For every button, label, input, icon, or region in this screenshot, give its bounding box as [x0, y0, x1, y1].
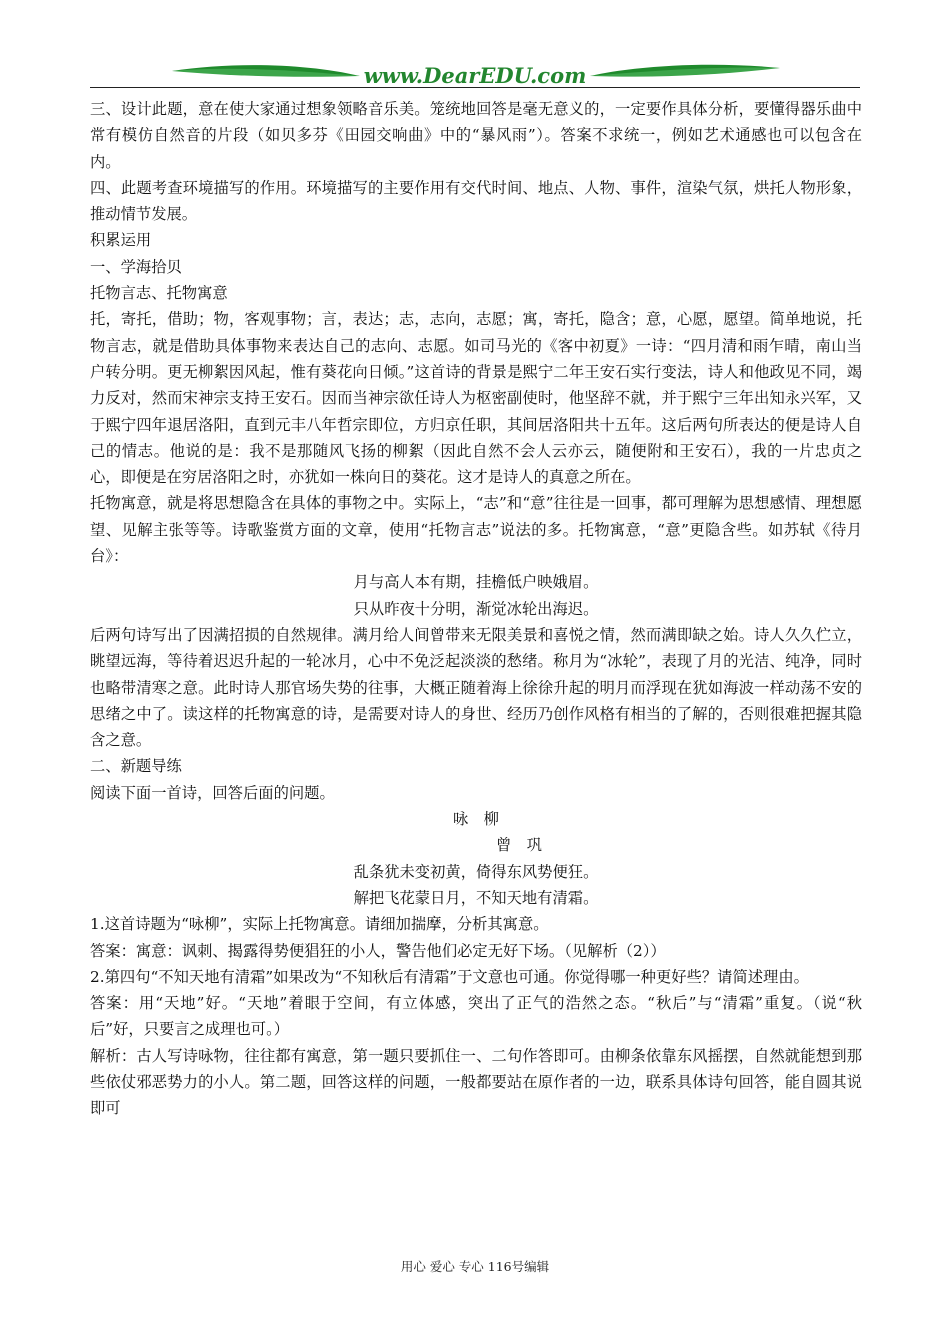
- reading-instruction: 阅读下面一首诗，回答后面的问题。: [90, 783, 335, 802]
- poem1-line-2: 只从昨夜十分明，渐觉冰轮出海迟。: [353, 599, 599, 618]
- topic-heading: 托物言志、托物寓意: [90, 284, 228, 303]
- question-1: 1.这首诗题为“咏柳”，实际上托物寓意。请细加揣摩，分析其寓意。: [90, 915, 549, 934]
- poem2-title: 咏 柳: [453, 810, 499, 829]
- site-header-logo: [90, 54, 860, 94]
- section-heading-accumulation: 积累运用: [90, 231, 152, 250]
- subsection-heading-2: 二、新题导练: [90, 757, 182, 776]
- poem2-author: 曾 巩: [496, 836, 542, 855]
- explanation-paragraph: 托，寄托，借助；物，客观事物；言，表达；志，志向，志愿；寓，寄托，隐含；意，心愿，愿望。简单地说，托物言志，就是借助具体事物来表达自己的志向、志愿。如司马光的《客中初夏》一诗：“四月清和雨乍晴，南山当户转分明。更无柳絮因风起，惟有葵花向日倾。”这首诗的背景是熙宁二年王安石实行变法，诗人和他政见不同，竭力反对，然而宋神宗支持王安石。因而当神宗欲任诗人为枢密副使时，他坚辞不就，并于熙宁三年出知永兴军，又于熙宁四年退居洛阳，直到元丰八年哲宗即位，方归京任职，其间居洛阳共十五年。这后两句所表达的便是诗人自己的情志。他说的是：我不是那随风飞扬的柳絮（因此自然不会人云亦云，随便附和王安石），我的一片忠贞之心，即便是在穷居洛阳之时，亦犹如一株向日的葵花。这才是诗人的真意之所在。: [90, 310, 862, 487]
- answer-paragraph-4: 四、此题考查环境描写的作用。环境描写的主要作用有交代时间、地点、人物、事件，渲染气氛，烘托人物形象，推动情节发展。: [90, 178, 862, 224]
- explanation-paragraph-2: 托物寓意，就是将思想隐含在具体的事物之中。实际上，“志”和“意”往往是一回事，都可理解为思想感情、理想愿望、见解主张等等。诗歌鉴赏方面的文章，使用“托物言志”说法的多。托物寓意，“意”更隐含些。如苏轼《待月台》：: [90, 494, 862, 566]
- answer-1: 答案：寓意：讽刺、揭露得势便猖狂的小人，警告他们必定无好下场。（见解析（2））: [90, 941, 666, 960]
- poem1-analysis: 后两句诗写出了因满招损的自然规律。满月给人间曾带来无限美景和喜悦之情，然而满即缺之始。诗人久久伫立，眺望远海，等待着迟迟升起的一轮冰月，心中不免泛起淡淡的愁绪。称月为“冰轮”，表现了月的光洁、纯净，同时也略带清寒之意。此时诗人那官场失势的往事，大概正随着海上徐徐升起的明月而浮现在犹如海波一样动荡不安的思绪之中了。读这样的托物寓意的诗，是需要对诗人的身世、经历乃创作风格有相当的了解的，否则很难把握其隐含之意。: [90, 625, 862, 750]
- document-body: [90, 96, 862, 1122]
- question-2: 2.第四句“不知天地有清霜”如果改为“不知秋后有清霜”于文意也可通。你觉得哪一种更好些？请简述理由。: [90, 967, 809, 986]
- answer-2: 答案：用“天地”好。“天地”着眼于空间，有立体感，突出了正气的浩然之态。“秋后”与“清霜”重复。（说“秋后”好，只要言之成理也可。）: [90, 994, 862, 1039]
- swoosh-logo-graphic: [90, 54, 860, 94]
- header-divider: [90, 87, 860, 88]
- site-logo-text: www.DearEDU.com: [363, 63, 587, 88]
- poem2-line-2: 解把飞花蒙日月，不知天地有清霜。: [353, 888, 599, 907]
- answer-paragraph-3: 三、设计此题，意在使大家通过想象领略音乐美。笼统地回答是毫无意义的，一定要作具体分析，要懂得器乐曲中常有模仿自然音的片段（如贝多芬《田园交响曲》中的“暴风雨”）。答案不求统一，例如艺术通感也可以包含在内。: [90, 100, 862, 171]
- subsection-heading-1: 一、学海拾贝: [90, 257, 182, 276]
- poem2-line-1: 乱条犹未变初黄，倚得东风势便狂。: [353, 862, 599, 881]
- poem1-line-1: 月与高人本有期，挂檐低户映娥眉。: [353, 573, 599, 592]
- analysis-paragraph: 解析：古人写诗咏物，往往都有寓意，第一题只要抓住一、二句作答即可。由柳条依靠东风摇摆，自然就能想到那些依仗邪恶势力的小人。第二题，回答这样的问题，一般都要站在原作者的一边，联系具体诗句回答，能自圆其说即可: [90, 1046, 862, 1118]
- page-footer: 用心 爱心 专心 116号编辑: [400, 1259, 550, 1274]
